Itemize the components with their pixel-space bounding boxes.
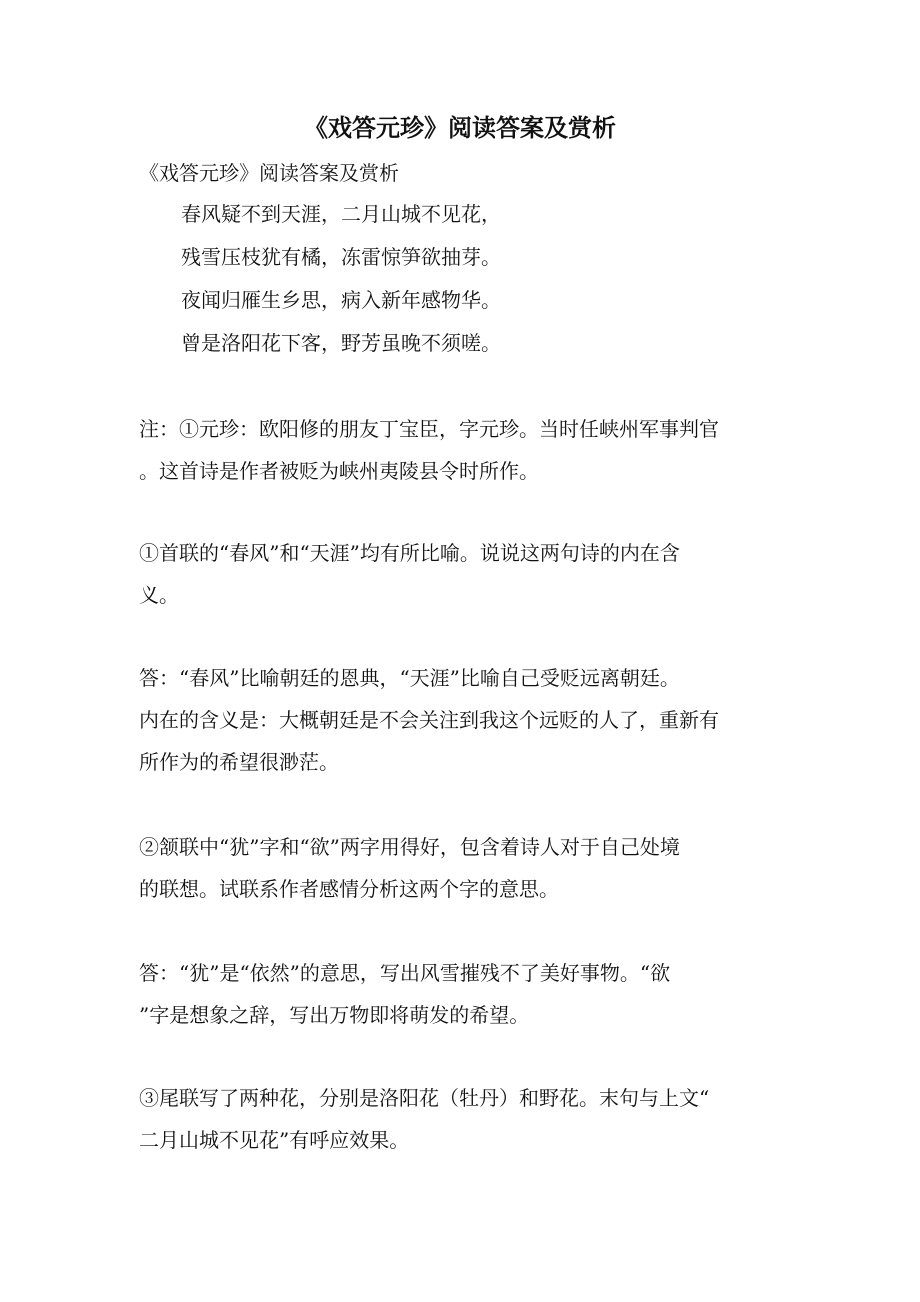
note-paragraph xyxy=(139,408,789,492)
poem-line: 曾是洛阳花下客，野芳虽晚不须嗟。 xyxy=(181,331,501,355)
text-line: 的联想。试联系作者感情分析这两个字的意思。 xyxy=(139,877,559,901)
answer-2 xyxy=(139,952,789,1036)
question-3 xyxy=(139,1077,789,1161)
poem xyxy=(181,197,501,369)
text-line: 所作为的希望很渺茫。 xyxy=(139,750,339,774)
question-1 xyxy=(139,532,789,616)
text-line: 义。 xyxy=(139,583,179,607)
text-line: ①首联的“春风”和“天涯”均有所比喻。说说这两句诗的内在含 xyxy=(139,541,680,565)
text-line: ②颔联中“犹”字和“欲”两字用得好，包含着诗人对于自己处境 xyxy=(139,835,680,859)
text-line: 答：“犹”是“依然”的意思，写出风雪摧残不了美好事物。“欲 xyxy=(139,961,671,985)
text-line: ③尾联写了两种花，分别是洛阳花（牡丹）和野花。末句与上文“ xyxy=(139,1086,710,1110)
text-line: ”字是想象之辞，写出万物即将萌发的希望。 xyxy=(139,1003,530,1027)
answer-1 xyxy=(139,657,789,783)
poem-line: 夜闻归雁生乡思，病入新年感物华。 xyxy=(181,288,501,312)
question-2 xyxy=(139,826,789,910)
text-line: 二月山城不见花”有呼应效果。 xyxy=(139,1128,410,1152)
text-line: 答：“春风”比喻朝廷的恩典，“天涯”比喻自己受贬远离朝廷。 xyxy=(139,666,680,690)
text-line: 注：①元珍：欧阳修的朋友丁宝臣，字元珍。当时任峡州军事判官 xyxy=(139,417,719,441)
text-line: 。这首诗是作者被贬为峡州夷陵县令时所作。 xyxy=(139,459,539,483)
subtitle: 《戏答元珍》阅读答案及赏析 xyxy=(139,161,399,185)
text-line: 内在的含义是：大概朝廷是不会关注到我这个远贬的人了，重新有 xyxy=(139,708,719,732)
page-title: 《戏答元珍》阅读答案及赏析 xyxy=(304,113,616,142)
poem-line: 残雪压枝犹有橘，冻雷惊笋欲抽芽。 xyxy=(181,245,501,269)
poem-line: 春风疑不到天涯，二月山城不见花， xyxy=(181,202,501,226)
